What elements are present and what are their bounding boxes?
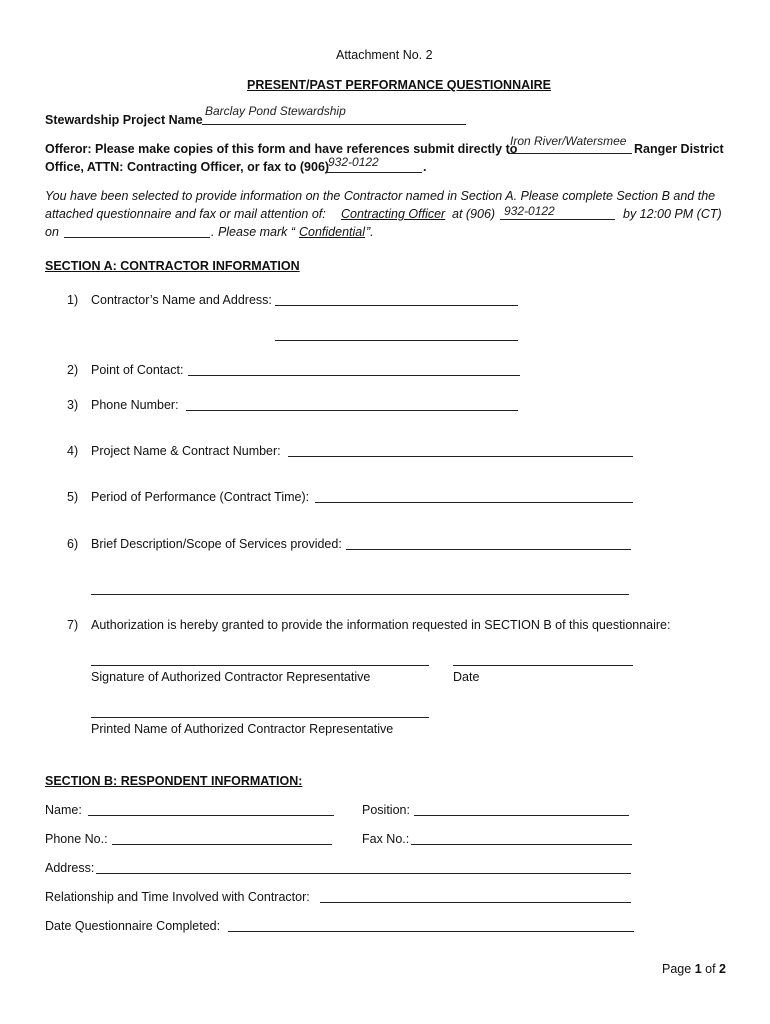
intro-line-3c: ”. (366, 225, 374, 239)
ranger-district-text: Ranger District (634, 142, 724, 156)
intro-line-3b: . Please mark “ (211, 225, 296, 239)
signature-label: Signature of Authorized Contractor Representative (91, 670, 371, 684)
intro-line-1: You have been selected to provide information on the Contractor named in Section A. Please complete Section B and the (45, 189, 716, 203)
printed-name-field[interactable] (91, 717, 429, 718)
scope-services-field-2[interactable] (91, 594, 629, 595)
attention-value: Contracting Officer (341, 207, 446, 221)
page-prefix: Page (662, 962, 692, 976)
section-a-heading: SECTION A: CONTRACTOR INFORMATION (45, 259, 300, 273)
phone-number-field[interactable] (186, 410, 518, 411)
item-number: 1) (67, 293, 79, 307)
phone-number-label: Phone Number: (91, 398, 179, 412)
intro-line-2c: by 12:00 PM (CT) (623, 207, 722, 221)
office-attn-text: Office, ATTN: Contracting Officer, or fax to (906) (45, 160, 330, 174)
attachment-label: Attachment No. 2 (336, 48, 433, 62)
contractor-name-label: Contractor’s Name and Address: (91, 293, 272, 307)
period-mark: . (423, 160, 427, 174)
respondent-phone-field[interactable] (112, 844, 332, 845)
date-label: Date (453, 670, 480, 684)
fax-field[interactable] (325, 172, 422, 173)
due-date-field[interactable] (64, 237, 210, 238)
respondent-address-field[interactable] (96, 873, 631, 874)
item-number: 5) (67, 490, 79, 504)
page-of: of (705, 962, 716, 976)
phone-field[interactable] (500, 219, 615, 220)
intro-line-2a: attached questionnaire and fax or mail attention of: (45, 207, 326, 221)
page-current: 1 (694, 962, 702, 976)
scope-services-field[interactable] (346, 549, 631, 550)
item-number: 6) (67, 537, 79, 551)
printed-name-label: Printed Name of Authorized Contractor Representative (91, 722, 394, 736)
confidential-word: Confidential (299, 225, 366, 239)
section-b-heading: SECTION B: RESPONDENT INFORMATION: (45, 774, 303, 788)
period-performance-field[interactable] (315, 502, 633, 503)
point-of-contact-label: Point of Contact: (91, 363, 184, 377)
respondent-position-label: Position: (362, 803, 410, 817)
item-number: 7) (67, 618, 79, 632)
period-performance-label: Period of Performance (Contract Time): (91, 490, 310, 504)
respondent-name-field[interactable] (88, 815, 334, 816)
project-name-value: Barclay Pond Stewardship (205, 104, 346, 118)
item-number: 2) (67, 363, 79, 377)
signature-date-field[interactable] (453, 665, 633, 666)
district-field[interactable] (508, 153, 632, 154)
offeror-text: Offeror: Please make copies of this form and have references submit directly to (45, 142, 518, 156)
item-number: 3) (67, 398, 79, 412)
intro-line-3a: on (45, 225, 59, 239)
item-number: 4) (67, 444, 79, 458)
page-total: 2 (719, 962, 726, 976)
respondent-address-label: Address: (45, 861, 95, 875)
respondent-fax-label: Fax No.: (362, 832, 410, 846)
respondent-fax-field[interactable] (411, 844, 632, 845)
date-completed-field[interactable] (228, 931, 634, 932)
respondent-phone-label: Phone No.: (45, 832, 108, 846)
scope-services-label: Brief Description/Scope of Services provided: (91, 537, 342, 551)
respondent-name-label: Name: (45, 803, 82, 817)
signature-field[interactable] (91, 665, 429, 666)
authorization-text: Authorization is hereby granted to provide the information requested in SECTION B of this questionnaire: (91, 618, 671, 632)
point-of-contact-field[interactable] (188, 375, 520, 376)
relationship-label: Relationship and Time Involved with Contractor: (45, 890, 310, 904)
project-name-label: Stewardship Project Name (45, 113, 203, 127)
form-title: PRESENT/PAST PERFORMANCE QUESTIONNAIRE (247, 78, 551, 92)
phone-value: 932-0122 (504, 204, 555, 218)
intro-line-2b: at (906) (452, 207, 496, 221)
project-name-field[interactable] (202, 124, 466, 125)
project-contract-field[interactable] (288, 456, 633, 457)
project-contract-label: Project Name & Contract Number: (91, 444, 281, 458)
contractor-address-field[interactable] (275, 340, 518, 341)
page-number (662, 962, 726, 976)
date-completed-label: Date Questionnaire Completed: (45, 919, 221, 933)
relationship-field[interactable] (320, 902, 631, 903)
fax-value: 932-0122 (328, 155, 379, 169)
district-value: Iron River/Watersmee (510, 134, 627, 148)
respondent-position-field[interactable] (414, 815, 629, 816)
contractor-name-field[interactable] (275, 305, 518, 306)
